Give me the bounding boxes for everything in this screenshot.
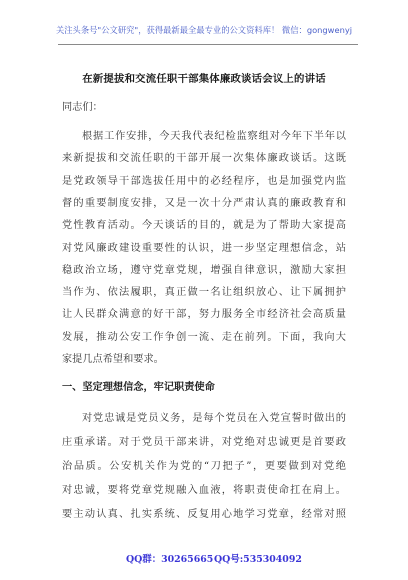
paragraph1-line: 当作为、依法履职，真正做一名让组织放心、让下属拥护 (62, 287, 346, 299)
salutation: 同志们： (62, 102, 103, 113)
paragraph2-line: 对忠诚，要将党章党规融入血液，将职责使命扛在肩上。 (62, 485, 346, 496)
section-heading-1: 一、坚定理想信念，牢记职责使命 (62, 381, 215, 393)
paragraph2-line: 治品质。公安机关作为党的“刀把子”，更要做到对党绝 (62, 461, 346, 472)
document-title: 在新提拔和交流任职干部集体廉政谈话会议上的讲话 (82, 73, 326, 85)
paragraph1-line: 发展，推动公安工作争创一流、走在前列。下面，我向大 (62, 331, 346, 343)
footer-qq-number: QQ号:535304092 (214, 554, 302, 565)
paragraph1-line: 是党政领导干部选拔任用中的必经程序，也是加强党内监 (62, 175, 346, 187)
paragraph2-line: 要主动认真、扎实系统、反复用心地学习党章，经常对照 (62, 509, 346, 520)
paragraph2-line: 庄重承诺。对于党员干部来讲，对党绝对忠诚更是首要政 (62, 437, 346, 448)
paragraph1-line: 稳政治立场，遵守党章党规，增强自律意识，激励大家担 (62, 264, 346, 276)
paragraph1-line: 家提几点希望和要求。 (62, 354, 164, 365)
paragraph1-line: 督的重要制度安排，又是一次十分严肃认真的廉政教育和 (62, 197, 346, 209)
header-divider (58, 44, 358, 45)
paragraph2-line: 对党忠诚是党员义务，是每个党员在入党宣誓时做出的 (82, 413, 346, 424)
footer-qq-group: QQ群：30265665 (126, 554, 214, 565)
paragraph1-line: 根据工作安排，今天我代表纪检监察组对今年下半年以 (82, 131, 346, 142)
footer-contact (0, 551, 408, 565)
paragraph1-line: 对党风廉政建设重要性的认识，进一步坚定理想信念，站 (62, 242, 346, 254)
paragraph1-line: 党性教育活动。今天谈话的目的，就是为了帮助大家提高 (62, 220, 346, 232)
header-promo-note: 关注头条号"公文研究"，获得最新最全最专业的公文资料库！ 微信：gongwenyj (55, 25, 353, 35)
paragraph1-line: 来新提拔和交流任职的干部开展一次集体廉政谈话。这既 (62, 153, 346, 165)
paragraph1-line: 让人民群众满意的好干部，努力服务全市经济社会高质量 (62, 309, 346, 321)
